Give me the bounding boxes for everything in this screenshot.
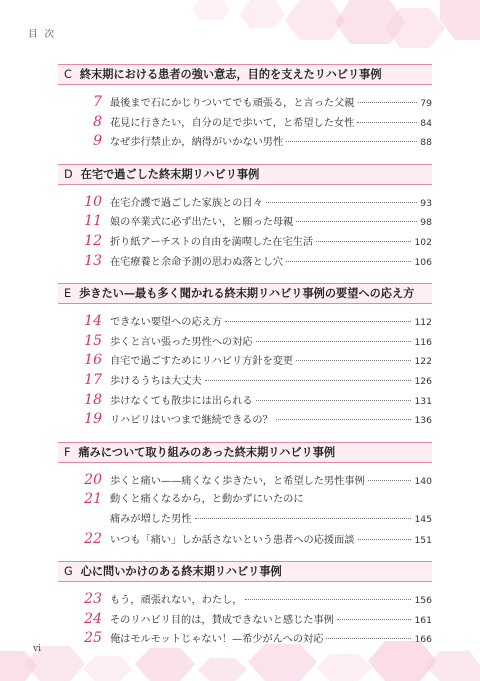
dot-leader — [256, 399, 412, 401]
toc-entry[interactable] — [58, 252, 432, 272]
dot-leader — [368, 479, 412, 481]
section-heading — [58, 283, 432, 304]
entry-number: 20 — [84, 471, 102, 488]
entry-page-number: 122 — [414, 356, 432, 368]
dot-leader — [205, 379, 412, 381]
entry-title: 歩けなくても散歩には出られる — [110, 395, 253, 407]
dot-leader — [256, 340, 412, 342]
entry-page-number: 93 — [420, 197, 432, 209]
toc-entry[interactable] — [58, 93, 432, 113]
entry-number: 12 — [84, 232, 102, 249]
dot-leader — [266, 201, 417, 203]
entry-title: 娘の卒業式に必ず出たい，と願った母親 — [110, 217, 294, 229]
entry-page-number: 102 — [414, 236, 432, 248]
toc-entry[interactable] — [58, 590, 432, 610]
entry-page-number: 98 — [420, 217, 432, 229]
toc-entry[interactable] — [58, 132, 432, 152]
dot-leader — [195, 517, 412, 519]
entry-page-number: 151 — [414, 534, 432, 546]
entry-title: 歩くと言い張った男性への対応 — [110, 336, 253, 348]
entry-page-number: 145 — [414, 513, 432, 525]
entry-number: 7 — [93, 94, 102, 110]
entry-title: そのリハビリ目的は，賛成できないと感じた事例 — [110, 614, 334, 626]
entry-page-number: 156 — [414, 595, 432, 607]
entry-number: 23 — [84, 591, 102, 608]
dot-leader — [276, 418, 412, 420]
entry-number: 17 — [84, 371, 102, 388]
entry-page-number: 166 — [414, 634, 432, 646]
entry-page-number: 140 — [414, 475, 432, 487]
dot-leader — [337, 618, 412, 620]
section-heading — [58, 64, 432, 85]
section-heading — [58, 164, 432, 185]
entry-page-number: 112 — [414, 317, 432, 329]
entry-title: 在宅介護で過ごした家族との日々 — [110, 197, 263, 209]
section-title: 歩きたい—最も多く聞かれる終末期リハビリ事例の要望への応え方 — [79, 286, 415, 301]
entry-number: 9 — [93, 133, 102, 150]
section-title: 痛みについて取り組みのあった終末期リハビリ事例 — [78, 444, 336, 459]
entry-title: いつも「痛い」しか話さないという患者への応援面談 — [110, 534, 355, 546]
dot-leader — [225, 320, 411, 322]
toc-entry[interactable] — [58, 332, 432, 352]
entry-body — [110, 490, 432, 529]
section-letter: D — [64, 167, 73, 181]
entry-number: 14 — [84, 313, 102, 330]
section-letter: G — [64, 565, 73, 579]
entry-title: リハビリはいつまで継続できるの？ — [110, 415, 273, 427]
entry-page-number: 79 — [420, 98, 432, 109]
entry-number: 15 — [84, 332, 102, 349]
entry-page-number: 106 — [414, 256, 432, 268]
dot-leader — [296, 220, 417, 222]
section-letter: F — [64, 445, 71, 459]
entry-title-continued — [110, 510, 432, 530]
entry-title: 自宅で過ごすためにリハビリ方針を変更 — [110, 356, 294, 368]
entry-page-number: 161 — [414, 614, 432, 626]
toc-entry[interactable] — [58, 351, 432, 371]
toc-entry[interactable] — [58, 490, 432, 529]
entry-title: 歩けるうちは大丈夫 — [110, 375, 202, 387]
dot-leader — [286, 260, 411, 262]
toc-entry[interactable] — [58, 371, 432, 391]
dot-leader — [357, 121, 417, 123]
toc-section — [58, 64, 432, 152]
dot-leader — [316, 240, 411, 242]
entry-number: 13 — [84, 252, 102, 269]
toc-entry[interactable] — [58, 530, 432, 550]
entry-number: 22 — [84, 530, 102, 547]
entry-page-number: 126 — [414, 375, 432, 387]
decorative-hexagon-pattern-top — [0, 0, 480, 60]
toc-section — [58, 283, 432, 430]
entry-number: 18 — [84, 391, 102, 408]
entry-page-number: 131 — [414, 395, 432, 407]
dot-leader — [245, 598, 411, 600]
toc-entry[interactable] — [58, 232, 432, 252]
entry-page-number: 116 — [414, 336, 432, 348]
page-header: 目 次 — [28, 29, 57, 40]
entry-title: 花見に行きたい，自分の足で歩いて，と希望した女性 — [110, 117, 355, 129]
toc-entry[interactable] — [58, 471, 432, 491]
toc-section — [58, 164, 432, 271]
entry-page-number: 88 — [420, 137, 432, 149]
entry-number: 24 — [84, 610, 102, 627]
section-heading — [58, 442, 432, 463]
entry-number: 16 — [84, 352, 102, 369]
entry-title: 在宅療養と余命予測の思わぬ落とし穴 — [110, 256, 284, 268]
entry-title: 歩くと痛い——痛くなく歩きたい，と希望した男性事例 — [110, 475, 365, 487]
entry-title: なぜ歩行禁止か，納得がいかない男性 — [110, 137, 284, 149]
entry-number: 10 — [84, 193, 102, 210]
entry-number: 19 — [84, 411, 102, 428]
dot-leader — [358, 538, 412, 540]
section-letter: E — [64, 287, 72, 301]
section-title: 心に問いかけのある終末期リハビリ事例 — [80, 564, 282, 579]
entry-page-number: 136 — [414, 415, 432, 427]
entry-page-number: 84 — [420, 117, 432, 129]
toc-entry[interactable] — [58, 193, 432, 213]
entry-number: 25 — [84, 630, 102, 647]
section-heading — [58, 561, 432, 582]
entry-number: 8 — [93, 113, 102, 130]
entry-title-line2: 痛みが増した男性 — [110, 513, 192, 525]
dot-leader — [358, 101, 418, 103]
entry-number: 21 — [84, 491, 102, 508]
entry-title: もう，頑張れない，わたし， — [110, 595, 243, 607]
entry-title: 俺はモルモットじゃない！—希少がんへの対応 — [110, 634, 324, 646]
section-letter: C — [64, 68, 72, 81]
decorative-hexagon-pattern-bottom — [0, 626, 480, 681]
dot-leader — [296, 359, 411, 361]
toc-entry[interactable] — [58, 410, 432, 430]
toc-entry[interactable] — [58, 391, 432, 411]
section-title: 在宅で過ごした終末期リハビリ事例 — [80, 166, 260, 181]
toc-entry[interactable] — [58, 312, 432, 332]
entry-title: できない要望への応え方 — [110, 317, 223, 329]
page-number: vi — [33, 644, 41, 654]
entry-number: 11 — [84, 213, 102, 230]
dot-leader — [286, 140, 417, 142]
section-title: 終末期における患者の強い意志，目的を支えたリハビリ事例 — [79, 67, 382, 81]
table-of-contents — [58, 64, 432, 661]
toc-section — [58, 442, 432, 549]
entry-title: 動くと痛くなるから，と動かずにいたのに — [110, 494, 304, 506]
toc-entry[interactable] — [58, 113, 432, 133]
toc-entry[interactable] — [58, 212, 432, 232]
entry-title: 折り紙アーチストの自由を満喫した在宅生活 — [110, 236, 314, 248]
entry-title: 最後まで石にかじりついてでも頑張る，と言った父親 — [110, 98, 355, 109]
